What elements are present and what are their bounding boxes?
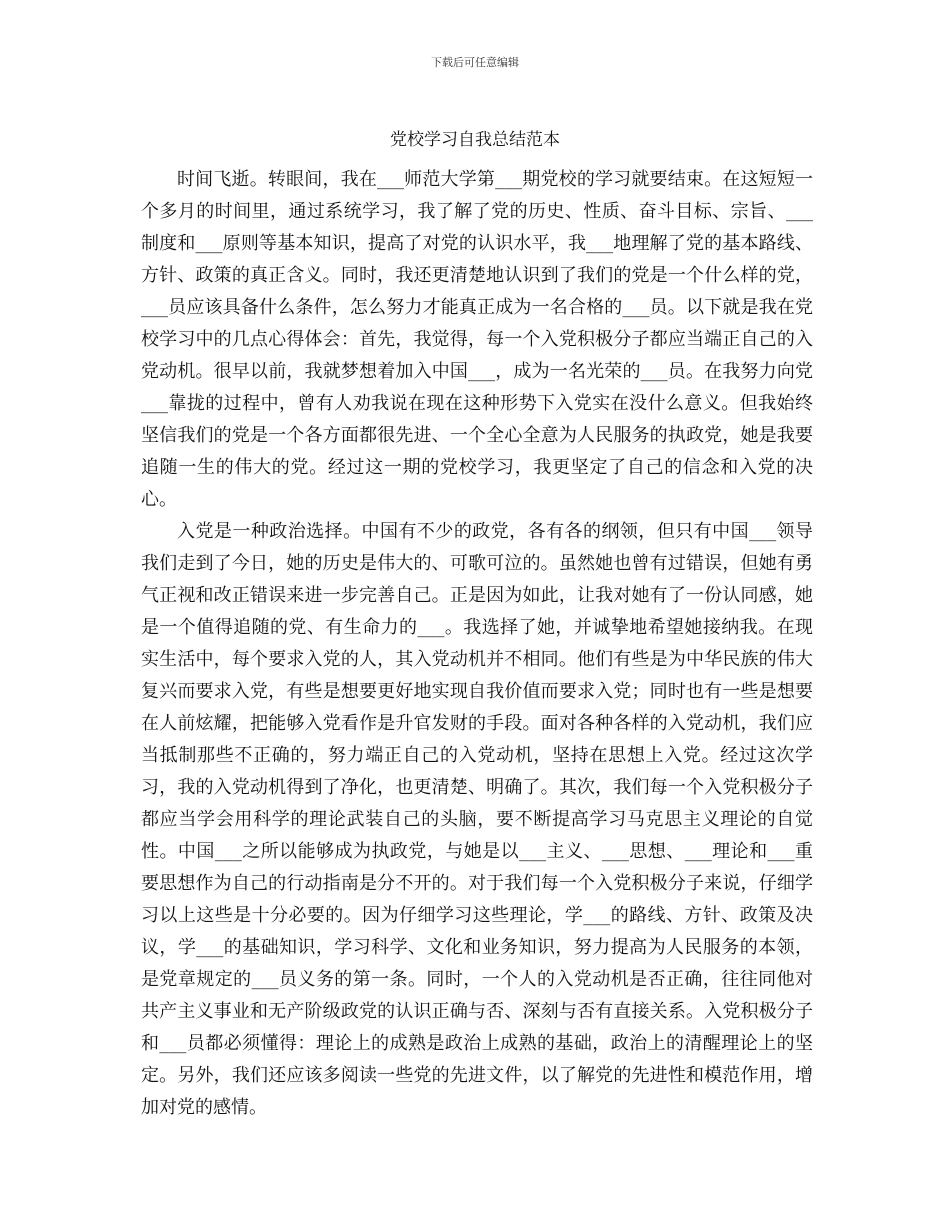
header-note: 下载后可任意编辑	[431, 56, 519, 69]
paragraph-2: 入党是一种政治选择。中国有不少的政党，各有各的纲领，但只有中国___领导我们走到了今日，她的历史是伟大的、可歌可泣的。虽然她也曾有过错误，但她有勇气正视和改正错误来进一步完善自己。正是因为如此，让我对她有了一份认同感，她是一个值得追随的党、有生命力的___。我选择了她，并诚挚地希望她接纳我。在现实生活中，每个要求入党的人，其入党动机并不相同。他们有些是为中华民族的伟大复兴而要求入党，有些是想要更好地实现自我价值而要求入党；同时也有一些是想要在人前炫耀，把能够入党看作是升官发财的手段。面对各种各样的入党动机，我们应当抵制那些不正确的，努力端正自己的入党动机，坚持在思想上入党。经过这次学习，我的入党动机得到了净化，也更清楚、明确了。其次，我们每一个入党积极分子都应当学会用科学的理论武装自己的头脑，要不断提高学习马克思主义理论的自觉性。中国___之所以能够成为执政党，与她是以___主义、___思想、___理论和___重要思想作为自己的行动指南是分不开的。对于我们每一个入党积极分子来说，仔细学习以上这些是十分必要的。因为仔细学习这些理论，学___的路线、方针、政策及决议，学___的基础知识，学习科学、文化和业务知识，努力提高为人民服务的本领，是党章规定的___员义务的第一条。同时，一个人的入党动机是否正确，往往同他对共产主义事业和无产阶级政党的认识正确与否、深刻与否有直接关系。入党积极分子和___员都必须懂得：理论上的成熟是政治上成熟的基础，政治上的清醒理论上的坚定。另外，我们还应该多阅读一些党的先进文件，以了解党的先进性和模范作用，增加对党的感情。	[141, 521, 813, 1118]
paragraph-1: 时间飞逝。转眼间，我在___师范大学第___期党校的学习就要结束。在这短短一个多月的时间里，通过系统学习，我了解了党的历史、性质、奋斗目标、宗旨、___制度和___原则等基本知识，提高了对党的认识水平，我___地理解了党的基本路线、方针、政策的真正含义。同时，我还更清楚地认识到了我们的党是一个什么样的党，___员应该具备什么条件，怎么努力才能真正成为一名合格的___员。以下就是我在党校学习中的几点心得体会：首先，我觉得，每一个入党积极分子都应当端正自己的入党动机。很早以前，我就梦想着加入中国___，成为一名光荣的___员。在我努力向党___靠拢的过程中，曾有人劝我说在现在这种形势下入党实在没什么意义。但我始终坚信我们的党是一个各方面都很先进、一个全心全意为人民服务的执政党，她是我要追随一生的伟大的党。经过这一期的党校学习，我更坚定了自己的信念和入党的决心。	[141, 169, 813, 510]
document-title: 党校学习自我总结范本	[390, 130, 560, 150]
document-body	[141, 164, 813, 1124]
